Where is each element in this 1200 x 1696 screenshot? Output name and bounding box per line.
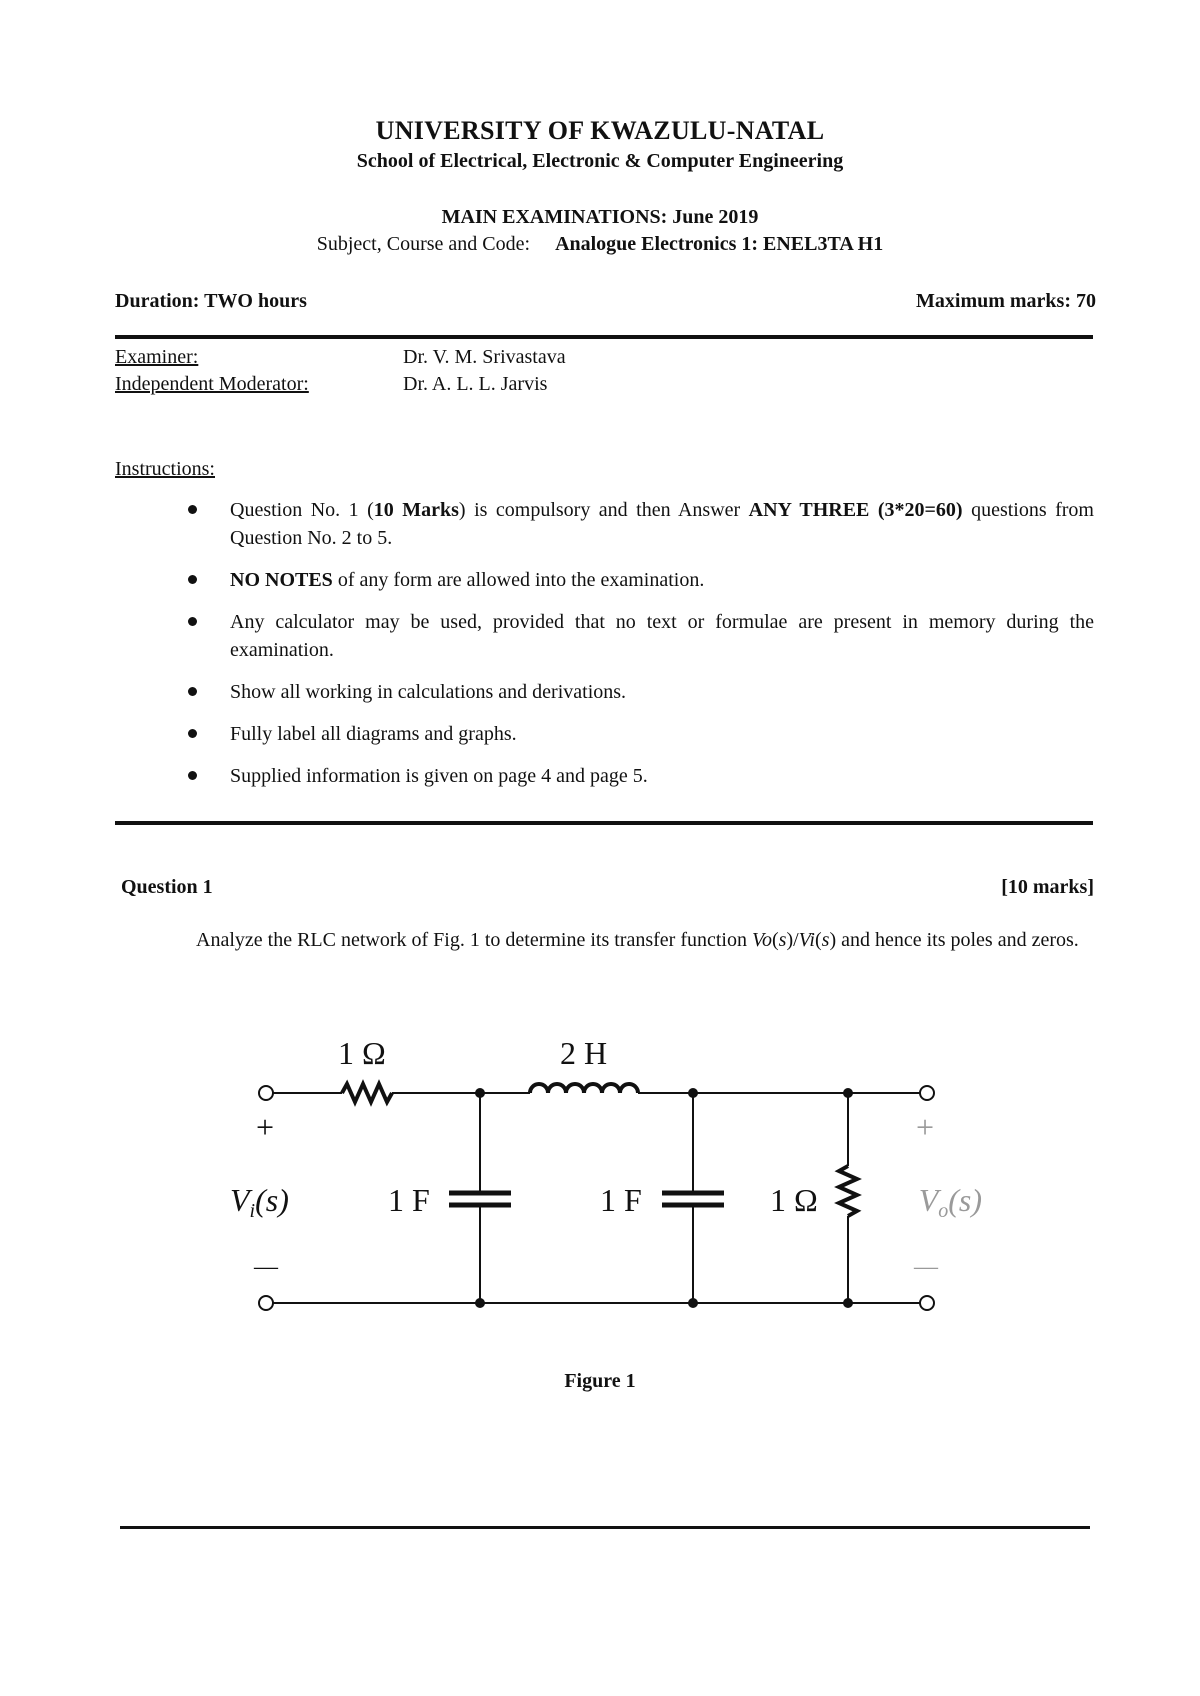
resistor-symbol bbox=[342, 1084, 392, 1102]
moderator-name: Dr. A. L. L. Jarvis bbox=[403, 373, 548, 395]
question-text: Analyze the RLC network of Fig. 1 to determine its transfer function Vo(s)/Vi(s) and hence its poles and zeros. bbox=[196, 929, 1079, 951]
output-terminal bbox=[920, 1086, 934, 1100]
subject-label: Subject, Course and Code: bbox=[316, 233, 531, 255]
input-terminal bbox=[259, 1086, 273, 1100]
junction-dot bbox=[688, 1298, 698, 1308]
output-terminal bbox=[920, 1296, 934, 1310]
bullet-icon bbox=[188, 771, 197, 780]
output-plus: + bbox=[916, 1109, 935, 1145]
instructions-list bbox=[178, 496, 1094, 804]
bullet-icon bbox=[188, 687, 197, 696]
input-terminal bbox=[259, 1296, 273, 1310]
input-voltage-label: Vi(s) bbox=[230, 1182, 289, 1222]
junction-dot bbox=[475, 1088, 485, 1098]
figure-caption: Figure 1 bbox=[564, 1370, 636, 1392]
output-minus: — bbox=[914, 1254, 938, 1280]
school-name: School of Electrical, Electronic & Computer Engineering bbox=[356, 150, 844, 172]
instruction-item: Supplied information is given on page 4 and page 5. bbox=[178, 762, 1094, 790]
examiner-name: Dr. V. M. Srivastava bbox=[403, 346, 566, 368]
instruction-item: Any calculator may be used, provided that no text or formulae are present in memory during the examination. bbox=[178, 608, 1094, 664]
bullet-icon bbox=[188, 729, 197, 738]
inductor-symbol bbox=[530, 1084, 638, 1093]
input-plus: + bbox=[256, 1109, 275, 1145]
resistor-1-label: 1 Ω bbox=[338, 1035, 386, 1071]
resistor-symbol bbox=[839, 1166, 857, 1216]
inductor-label: 2 H bbox=[560, 1035, 608, 1071]
moderator-label: Independent Moderator: bbox=[115, 373, 309, 395]
bullet-icon bbox=[188, 575, 197, 584]
capacitor-2-label: 1 F bbox=[600, 1182, 642, 1218]
max-marks: Maximum marks: 70 bbox=[916, 290, 1096, 312]
instruction-item: Question No. 1 (10 Marks) is compulsory and then Answer ANY THREE (3*20=60) questions from Question No. 2 to 5. bbox=[178, 496, 1094, 552]
header-rule bbox=[115, 335, 1093, 339]
resistor-2-label: 1 Ω bbox=[770, 1182, 818, 1218]
junction-dot bbox=[475, 1298, 485, 1308]
capacitor-1-label: 1 F bbox=[388, 1182, 430, 1218]
footer-rule bbox=[120, 1526, 1090, 1529]
bullet-icon bbox=[188, 617, 197, 626]
junction-dot bbox=[843, 1088, 853, 1098]
question-title: Question 1 bbox=[121, 876, 213, 898]
question-marks: [10 marks] bbox=[1001, 876, 1094, 898]
duration: Duration: TWO hours bbox=[115, 290, 307, 312]
subject-value: Analogue Electronics 1: ENEL3TA H1 bbox=[555, 233, 884, 255]
instruction-item: Show all working in calculations and derivations. bbox=[178, 678, 1094, 706]
instruction-item: Fully label all diagrams and graphs. bbox=[178, 720, 1094, 748]
instructions-heading: Instructions: bbox=[115, 458, 215, 480]
instruction-item: NO NOTES of any form are allowed into the examination. bbox=[178, 566, 1094, 594]
bullet-icon bbox=[188, 505, 197, 514]
university-title: UNIVERSITY OF KWAZULU-NATAL bbox=[375, 116, 825, 145]
instructions-rule bbox=[115, 821, 1093, 825]
input-minus: — bbox=[254, 1254, 278, 1280]
rlc-circuit-diagram bbox=[230, 1020, 1030, 1340]
exam-title: MAIN EXAMINATIONS: June 2019 bbox=[441, 206, 759, 228]
examiner-label: Examiner: bbox=[115, 346, 199, 368]
junction-dot bbox=[688, 1088, 698, 1098]
junction-dot bbox=[843, 1298, 853, 1308]
subject-line bbox=[0, 233, 1200, 256]
output-voltage-label: Vo(s) bbox=[918, 1182, 982, 1222]
